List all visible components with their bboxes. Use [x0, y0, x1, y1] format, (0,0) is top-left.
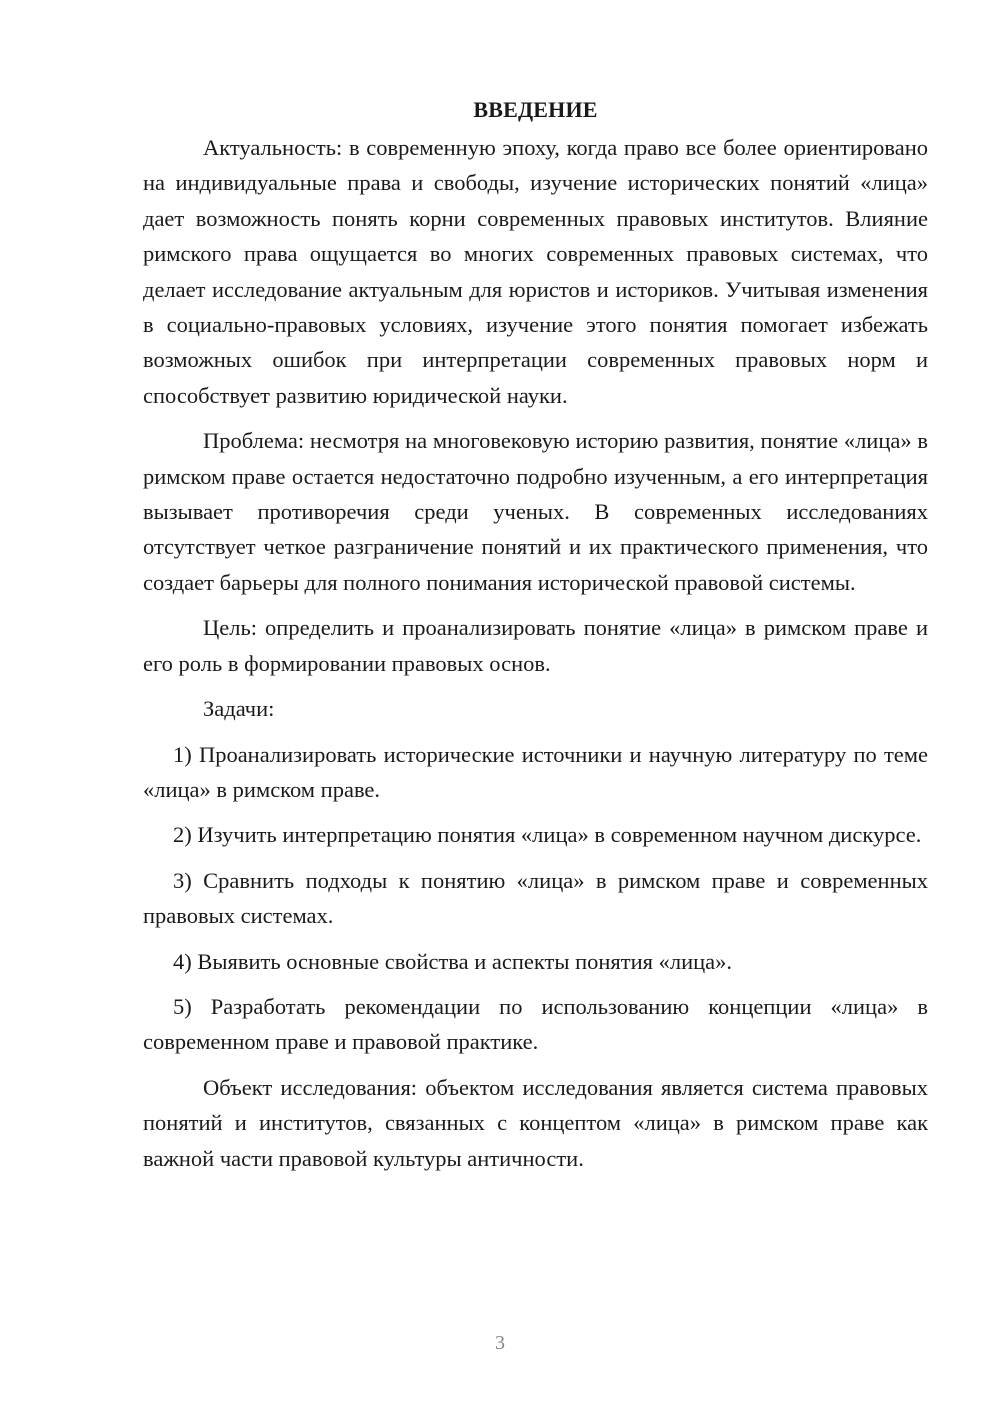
task-item-5: 5) Разработать рекомендации по использованию концепции «лица» в современном праве и правовой практике. [143, 993, 928, 1055]
task-item-2: 2) Изучить интерпретацию понятия «лица» в современном научном дискурсе. [173, 822, 922, 848]
relevance-paragraph: Актуальность: в современную эпоху, когда право все более ориентировано на индивидуальные права и свободы, изучение исторических понятий «лица» дает возможность понять корни современных правовых институтов. Влияние римского права ощущается во многих современных правовых системах, что делает исследование актуальным для юристов и историков. Учитывая изменения в социально-правовых условиях, изучение этого понятия помогает избежать возможных ошибок при интерпретации современных правовых норм и способствует развитию юридической науки. [143, 135, 928, 408]
task-item-1: 1) Проанализировать исторические источники и научную литературу по теме «лица» в римском праве. [143, 741, 928, 802]
document-page [143, 92, 928, 1186]
page-number: 3 [495, 1332, 505, 1354]
section-heading: ВВЕДЕНИЕ [473, 97, 598, 122]
task-item-4: 4) Выявить основные свойства и аспекты понятия «лица». [173, 948, 733, 974]
goal-paragraph: Цель: определить и проанализировать понятие «лица» в римском праве и его роль в формировании правовых основ. [143, 615, 928, 676]
object-paragraph: Объект исследования: объектом исследования является система правовых понятий и институтов, связанных с концептом «лица» в римском праве как важной части правовой культуры античности. [143, 1074, 928, 1171]
tasks-label: Задачи: [203, 696, 275, 722]
task-item-3: 3) Сравнить подходы к понятию «лица» в римском праве и современных правовых системах. [143, 867, 928, 929]
problem-paragraph: Проблема: несмотря на многовековую историю развития, понятие «лица» в римском праве остается недостаточно подробно изученным, а его интерпретация вызывает противоречия среди ученых. В современных исследованиях отсутствует четкое разграничение понятий и их практического применения, что создает барьеры для полного понимания исторической правовой системы. [143, 428, 928, 595]
